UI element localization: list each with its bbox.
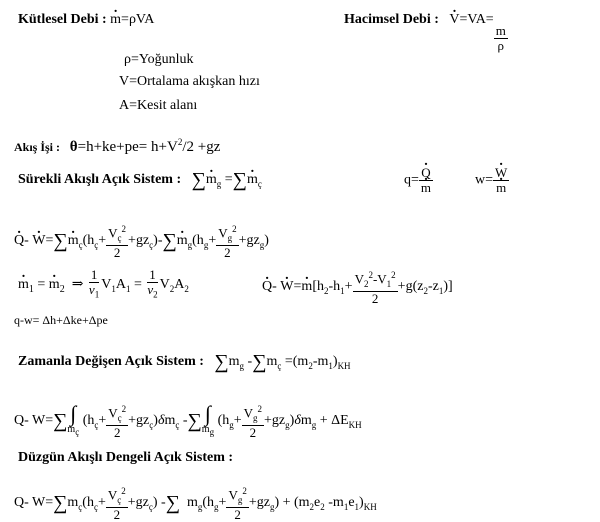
- single-stream-energy: . Q- . W=. $m[h_2-h_1+$ $\frac{V_2^2-V_1^2}{2}$ $+g(z_2-z_1)$]: [262, 268, 453, 306]
- mass-flow-label: Kütlesel Debi :: [18, 12, 107, 27]
- unsteady-open-row: Zamanla Değişen Açık Sistem : $\sum m_g$ $-\sum m_ç =(m_2-m_1)_{KH}$: [18, 351, 351, 373]
- q-per-mass: q= . Q . m: [404, 166, 433, 195]
- w-per-mass: w= . W . m: [475, 166, 509, 195]
- flow-work-row: [14, 134, 220, 155]
- per-mass-energy: q-w= Δh+Δke+Δpe: [14, 313, 108, 327]
- steady-energy-equation: . Q- . W=∑. $m_ç(h_ç+$ $\frac{V_ç^2}{2}$ $+gz_ç)-\sum$. $m_g(h_g+$ $\frac{V_g^2}{2}$ $+gz_g$): [14, 222, 269, 260]
- volume-flow-equation: . V=VA=: [442, 12, 493, 27]
- mass-flow-row: [18, 12, 154, 28]
- definition-density: ρ=Yoğunluk: [124, 52, 194, 67]
- uniform-open-label: Düzgün Akışlı Dengeli Açık Sistem :: [18, 450, 234, 465]
- uniform-open-row: [18, 450, 233, 466]
- volume-flow-label: Hacimsel Debi :: [344, 12, 439, 27]
- definition-area: A=Kesit alanı: [119, 98, 198, 113]
- flow-work-label: Akış İşi :: [14, 140, 61, 154]
- volume-flow-fraction: $\frac{m}{\rho}$: [495, 23, 506, 53]
- steady-open-row: Sürekli Akışlı Açık Sistem : ∑. $m_g$ =∑. $m_ç$: [18, 172, 262, 192]
- volume-flow-row: [344, 12, 508, 53]
- definition-velocity: V=Ortalama akışkan hızı: [119, 74, 260, 89]
- continuity-equation: . $m_1$ = . $m_2$ ⇒ $\frac{1}{v_1}$ $V_1A_1$ = $\frac{1}{v_2}$ $V_2A_2$: [18, 268, 189, 302]
- uniform-energy-equation: Q- $W=\sum m_ç(h_ç+$ $\frac{V_ç^2}{2}$ $+gz_ç$) -∑ $m_g(h_g+$ $\frac{V_g^2}{2}$ $+gz_g) + (m_2e_2$ $-m_1e_1)_{KH}$: [14, 486, 377, 522]
- unsteady-open-label: Zamanla Değişen Açık Sistem :: [18, 354, 204, 370]
- unsteady-energy-equation: Q- W=∑ ∫ $m_ç$ ($h_ç+$ $\frac{V_ç^2}{2}$ $+gz_ç)\delta m_ç$ -∑ ∫ $m_g$ ($h_g+$ $\frac{V_g^2}{2}$ $+gz_g)\delta m_g + \Delta E_{KH}$: [14, 400, 362, 440]
- steady-open-label: Sürekli Akışlı Açık Sistem :: [18, 172, 182, 188]
- flow-work-equation: $\theta=h+ke+pe= h+V^2/2 +gz$: [69, 137, 221, 155]
- mass-flow-equation: . m=ρVA: [110, 12, 154, 27]
